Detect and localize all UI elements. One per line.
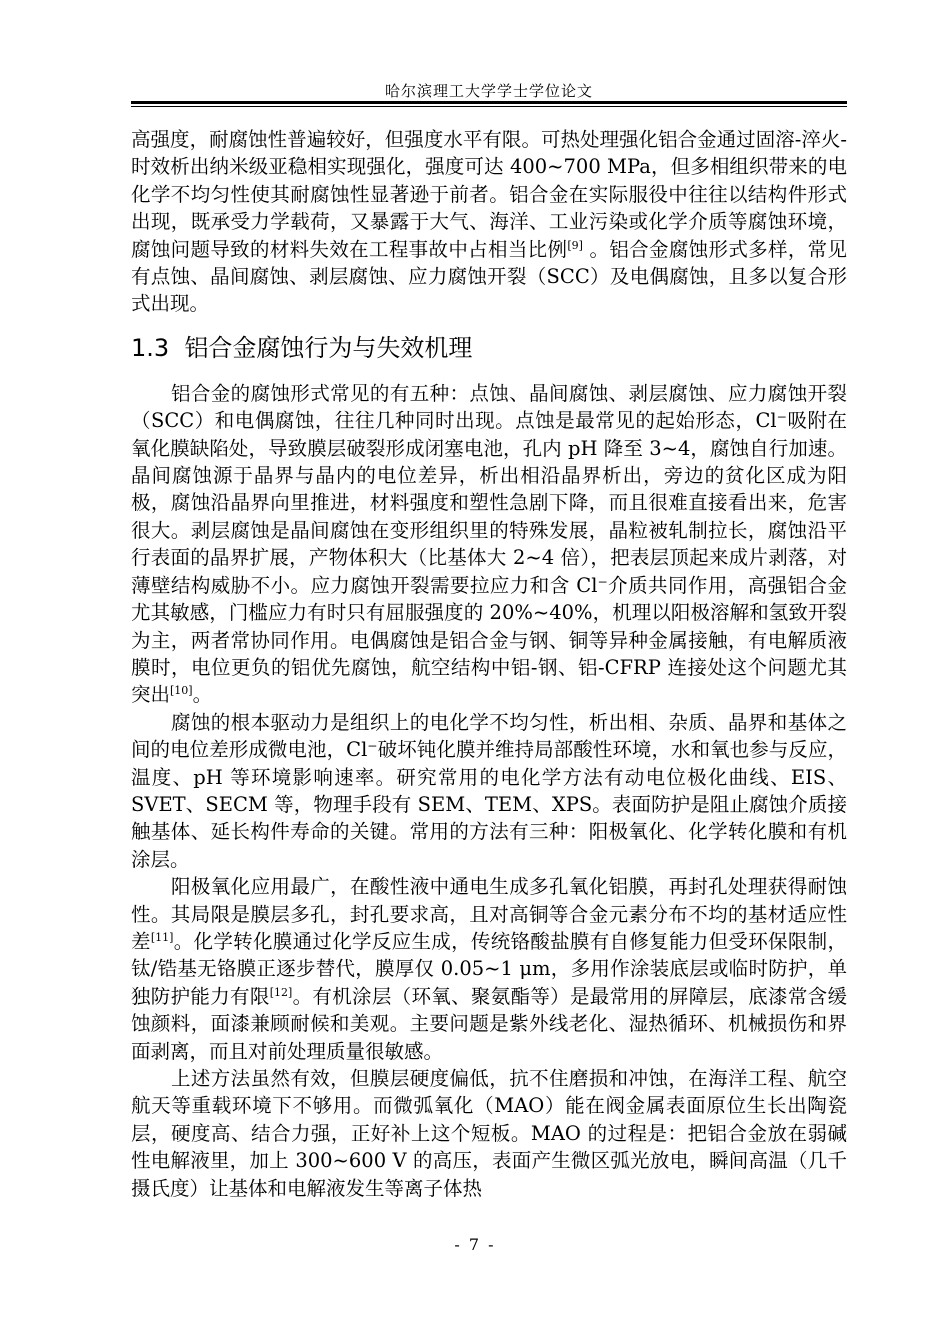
section-heading (131, 333, 847, 363)
p3-text-c: 。有机涂层（环氧、聚氨酯等）是最常用的屏障层，底漆常含缓蚀颜料，面漆兼顾耐候和美观。主要问题是紫外线老化、湿热循环、机械损伤和界面剥离，而且对前处理质量很敏感。 (131, 984, 847, 1063)
paragraph-driving-force: 腐蚀的根本驱动力是组织上的电化学不均匀性，析出相、杂质、晶界和基体之间的电位差形成微电池，Cl⁻破坏钝化膜并维持局部酸性环境，水和氧也参与反应，温度、pH 等环境影响速率。研究常用的电化学方法有动电位极化曲线、EIS、SVET、SECM 等，物理手段有 SEM、TEM、XPS。表面防护是阻止腐蚀介质接触基体、延长构件寿命的关键。常用的方法有三种：阳极氧化、化学转化膜和有机涂层。 (131, 710, 847, 871)
citation-9[interactable]: [9] (567, 238, 583, 252)
citation-11[interactable]: [11] (150, 930, 174, 944)
citation-10[interactable]: [10] (170, 684, 193, 698)
section-number: 1.3 (131, 333, 170, 362)
section-title: 铝合金腐蚀行为与失效机理 (184, 333, 473, 362)
intro-text-b: 。铝合金腐蚀形式多样，常见有点蚀、晶间腐蚀、剥层腐蚀、应力腐蚀开裂（SCC）及电偶腐蚀，且多以复合形式出现。 (131, 237, 847, 316)
p1-text-a: 铝合金的腐蚀形式常见的有五种：点蚀、晶间腐蚀、剥层腐蚀、应力腐蚀开裂（SCC）和电偶腐蚀，往往几种同时出现。点蚀是最常见的起始形态，Cl⁻吸附在氧化膜缺陷处，导致膜层破裂形成闭塞电池，孔内 pH 降至 3~4，腐蚀自行加速。晶间腐蚀源于晶界与晶内的电位差异，析出相沿晶界析出，旁边的贫化区成为阳极，腐蚀沿晶界向里推进，材料强度和塑性急剧下降，而且很难直接看出来，危害很大。剥层腐蚀是晶间腐蚀在变形组织里的特殊发展，晶粒被轧制拉长，腐蚀沿平行表面的晶界扩展，产物体积大（比基体大 2~4 倍），把表层顶起来成片剥落，对薄壁结构威胁不小。应力腐蚀开裂需要拉应力和含 Cl⁻介质共同作用，高强铝合金尤其敏感，门槛应力有时只有屈服强度的 20%~40%，机理以阳极溶解和氢致开裂为主，两者常协同作用。电偶腐蚀是铝合金与钢、铜等异种金属接触，有电解质液膜时，电位更负的铝优先腐蚀，航空结构中铝-钢、铝-CFRP 连接处这个问题尤其突出 (131, 381, 847, 707)
paragraph-corrosion-forms (131, 380, 847, 709)
p3-text-b: 。化学转化膜通过化学反应生成，传统铬酸盐膜有自修复能力但受环保限制，钛/锆基无铬膜正逐步替代，膜厚仅 0.05~1 μm，多用作涂装底层或临时防护，单独防护能力有限 (131, 929, 847, 1008)
page-body (131, 126, 847, 1202)
header-rule-thin (131, 106, 847, 107)
header-rule-thick (131, 101, 847, 104)
p1-text-b: 。 (192, 683, 213, 707)
citation-12[interactable]: [12] (269, 985, 293, 999)
page-number: - 7 - (454, 1235, 496, 1254)
intro-paragraph (131, 126, 847, 318)
paragraph-protection-methods (131, 873, 847, 1065)
running-header: 哈尔滨理工大学学士学位论文 (384, 82, 593, 100)
intro-text-a: 高强度，耐腐蚀性普遍较好，但强度水平有限。可热处理强化铝合金通过固溶-淬火-时效析出纳米级亚稳相实现强化，强度可达 400~700 MPa，但多相组织带来的电化学不均匀性使其耐腐蚀性显著逊于前者。铝合金在实际服役中往往以结构件形式出现，既承受力学载荷，又暴露于大气、海洋、工业污染或化学介质等腐蚀环境，腐蚀问题导致的材料失效在工程事故中占相当比例 (131, 128, 847, 261)
p3-text-a: 阳极氧化应用最广，在酸性液中通电生成多孔氧化铝膜，再封孔处理获得耐蚀性。其局限是膜层多孔，封孔要求高，且对高铜等合金元素分布不均的基材适应性差 (131, 875, 847, 953)
paragraph-mao-intro: 上述方法虽然有效，但膜层硬度偏低，抗不住磨损和冲蚀，在海洋工程、航空航天等重载环境下不够用。而微弧氧化（MAO）能在阀金属表面原位生长出陶瓷层，硬度高、结合力强，正好补上这个短板。MAO 的过程是：把铝合金放在弱碱性电解液里，加上 300~600 V 的高压，表面产生微区弧光放电，瞬间高温（几千摄氏度）让基体和电解液发生等离子体热 (131, 1067, 847, 1200)
